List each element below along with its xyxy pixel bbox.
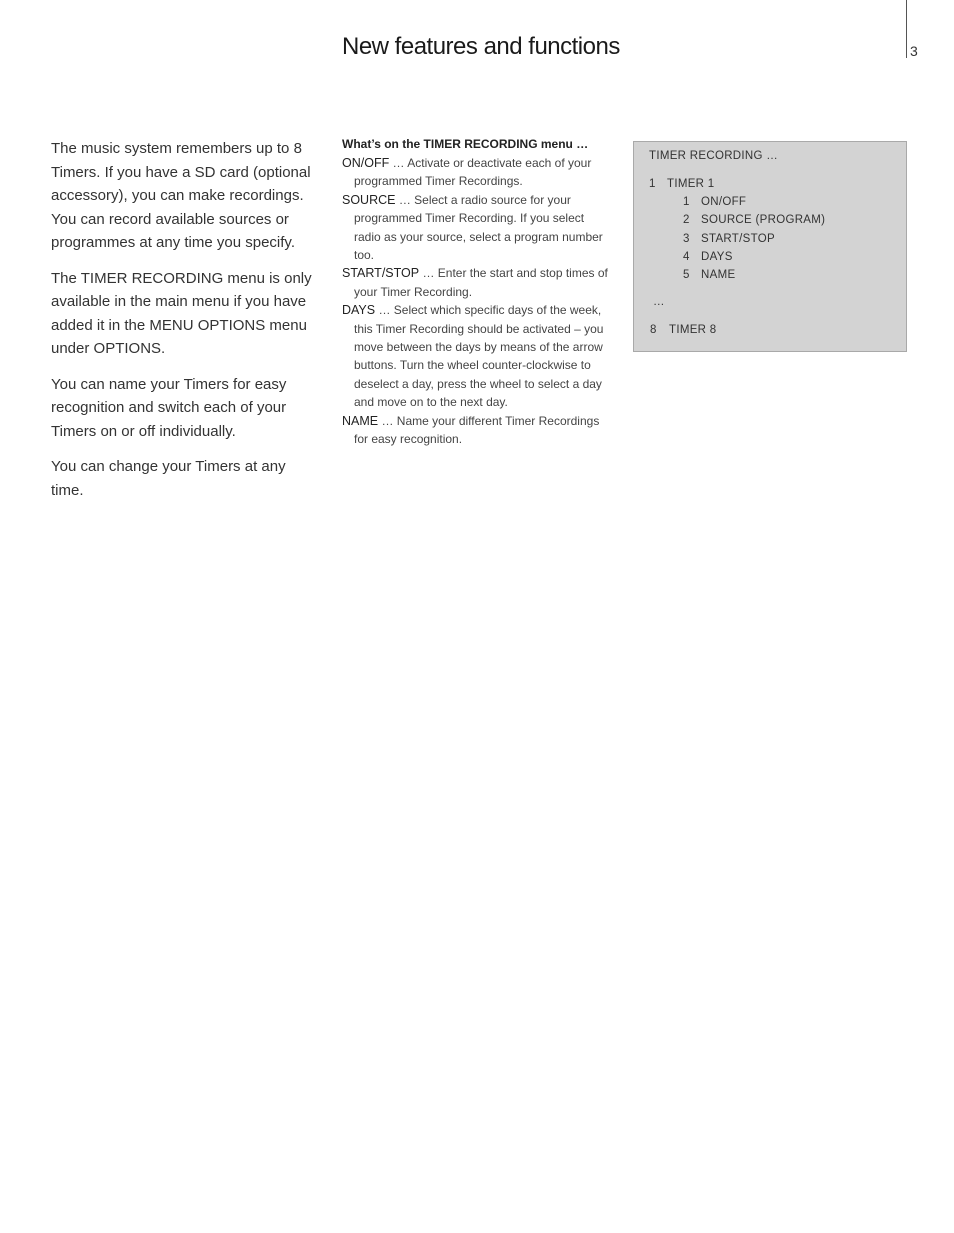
menu-description-heading: What’s on the TIMER RECORDING menu … <box>342 137 589 151</box>
entry-on-off <box>342 154 614 191</box>
menu-subitem-number: 2 <box>683 214 690 226</box>
menu-subitem-on-off <box>683 194 746 210</box>
page-title: New features and functions <box>342 33 620 60</box>
menu-item-number: 8 <box>650 324 657 336</box>
entry-text: … Select which specific days of the week, this Timer Recording should be activated – you move between the days by means of the arrow buttons. Turn the wheel counter-clockwise to deselect a day, press the wheel to select a day and move on to the next day. <box>354 303 604 410</box>
intro-paragraph: The music system remembers up to 8 Timers. If you have a SD card (optional accessory), you can make recordings. You can record available sources or programmes at any time you specify. <box>51 140 311 251</box>
menu-subitem-name <box>683 267 735 283</box>
entry-term: SOURCE <box>342 192 396 207</box>
menu-subitem-start-stop <box>683 231 775 247</box>
menu-subitem-number: 5 <box>683 269 690 281</box>
menu-ellipsis: … <box>653 296 665 308</box>
entry-term: NAME <box>342 413 379 428</box>
menu-box-title: TIMER RECORDING … <box>649 150 779 162</box>
menu-item-number: 1 <box>649 178 656 190</box>
menu-item-timer-8 <box>650 322 716 338</box>
intro-paragraph: You can change your Timers at any time. <box>51 458 286 499</box>
menu-item-timer-1 <box>649 176 714 192</box>
menu-subitem-source <box>683 212 825 228</box>
intro-column <box>50 137 312 514</box>
entry-text: … Enter the start and stop times of your Timer Recording. <box>354 266 608 299</box>
entry-name <box>342 412 614 449</box>
menu-subitem-number: 1 <box>683 196 690 208</box>
entry-text: … Select a radio source for your programmed Timer Recording. If you select radio as your source, select a program number too. <box>354 192 603 263</box>
menu-subitem-number: 3 <box>683 233 690 245</box>
menu-structure-box <box>633 141 907 352</box>
menu-subitem-label: SOURCE (PROGRAM) <box>701 214 826 226</box>
page-number: 3 <box>910 43 918 59</box>
menu-subitem-label: NAME <box>701 269 736 281</box>
entry-start-stop <box>342 264 614 301</box>
entry-source <box>342 191 614 265</box>
entry-term: START/STOP <box>342 266 420 281</box>
entry-term: DAYS <box>342 303 376 318</box>
menu-subitem-number: 4 <box>683 251 690 263</box>
menu-description-column <box>342 135 614 449</box>
menu-subitem-label: START/STOP <box>701 233 775 245</box>
entry-days <box>342 301 614 411</box>
menu-subitem-label: ON/OFF <box>701 196 747 208</box>
menu-subitem-label: DAYS <box>701 251 733 263</box>
entry-text: … Activate or deactivate each of your programmed Timer Recordings. <box>354 156 592 189</box>
entry-term: ON/OFF <box>342 156 390 170</box>
intro-paragraph: You can name your Timers for easy recognition and switch each of your Timers on or off individually. <box>51 375 287 440</box>
entry-text: … Name your different Timer Recordings for easy recognition. <box>354 413 600 447</box>
intro-paragraph: The TIMER RECORDING menu is only available in the main menu if you have added it in the MENU OPTIONS menu under OPTIONS. <box>51 269 312 357</box>
menu-subitem-days <box>683 249 733 265</box>
page-divider-rule <box>906 0 907 58</box>
menu-item-label: TIMER 1 <box>667 178 715 190</box>
menu-item-label: TIMER 8 <box>669 324 717 336</box>
